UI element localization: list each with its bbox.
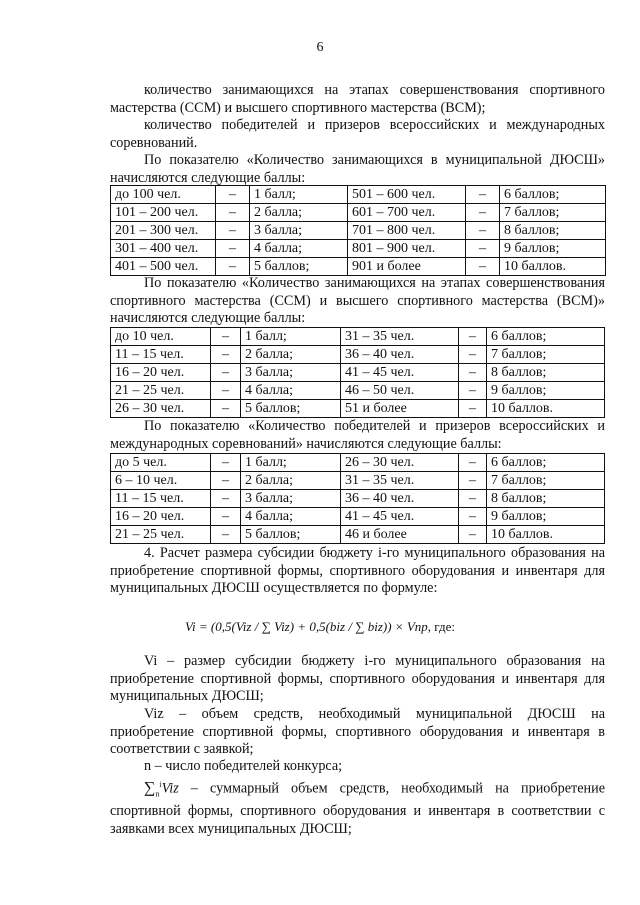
table-cell: 4 балла; bbox=[250, 240, 348, 258]
table-row bbox=[111, 186, 606, 204]
score-table-winners bbox=[110, 453, 605, 544]
sum-upper: i bbox=[159, 780, 162, 789]
table-cell: – bbox=[459, 472, 487, 490]
table-cell: – bbox=[466, 240, 500, 258]
table-cell: 3 балла; bbox=[241, 364, 341, 382]
table-row bbox=[111, 258, 606, 276]
table-row bbox=[111, 364, 605, 382]
table-row bbox=[111, 526, 605, 544]
paragraph-table1-intro: По показателю «Количество занимающихся в муниципальной ДЮСШ» начисляются следующие баллы: bbox=[110, 152, 605, 186]
sum-term: Viz bbox=[161, 780, 179, 797]
table-cell: 46 – 50 чел. bbox=[341, 382, 459, 400]
paragraph-table2-intro: По показателю «Количество занимающихся на этапах совершенствования спортивного мастерства (ССМ) и высшего спортивного мастерства (ВСМ)» начисляются следующие баллы: bbox=[110, 275, 605, 326]
table-row bbox=[111, 490, 605, 508]
table-cell: – bbox=[211, 526, 241, 544]
table-cell: 10 баллов. bbox=[487, 400, 605, 418]
table-cell: 8 баллов; bbox=[500, 222, 606, 240]
table-cell: – bbox=[459, 364, 487, 382]
table-cell: 26 – 30 чел. bbox=[111, 400, 211, 418]
score-table-ssm-vsm bbox=[110, 327, 605, 418]
table-cell: 801 – 900 чел. bbox=[348, 240, 466, 258]
table-cell: 5 баллов; bbox=[241, 400, 341, 418]
table-cell: 701 – 800 чел. bbox=[348, 222, 466, 240]
table-cell: 7 баллов; bbox=[487, 472, 605, 490]
table-cell: 1 балл; bbox=[241, 328, 341, 346]
table-row bbox=[111, 204, 606, 222]
table-cell: 26 – 30 чел. bbox=[341, 454, 459, 472]
table-cell: 3 балла; bbox=[241, 490, 341, 508]
formula-tail: , где: bbox=[427, 619, 455, 634]
table-cell: 2 балла; bbox=[241, 346, 341, 364]
table-cell: 3 балла; bbox=[250, 222, 348, 240]
table-cell: 36 – 40 чел. bbox=[341, 346, 459, 364]
table-cell: 46 и более bbox=[341, 526, 459, 544]
page-number: 6 bbox=[316, 40, 324, 55]
table-cell: 41 – 45 чел. bbox=[341, 364, 459, 382]
sum-index: n bbox=[155, 789, 160, 799]
table-cell: – bbox=[216, 186, 250, 204]
table-cell: 2 балла; bbox=[241, 472, 341, 490]
table-cell: 8 баллов; bbox=[487, 364, 605, 382]
table-cell: 201 – 300 чел. bbox=[111, 222, 216, 240]
table-cell: – bbox=[459, 328, 487, 346]
table-cell: – bbox=[211, 328, 241, 346]
table-cell: 21 – 25 чел. bbox=[111, 526, 211, 544]
paragraph-calculation: 4. Расчет размера субсидии бюджету i-го муниципального образования на приобретение спортивной формы, спортивного оборудования и инвентаря для муниципальных ДЮСШ осуществляется по формуле: bbox=[110, 545, 605, 596]
table-cell: – bbox=[466, 204, 500, 222]
table-cell: – bbox=[211, 472, 241, 490]
table-cell: 6 баллов; bbox=[487, 454, 605, 472]
table-cell: – bbox=[211, 400, 241, 418]
table-cell: 1 балл; bbox=[250, 186, 348, 204]
table-cell: – bbox=[459, 490, 487, 508]
table-cell: 6 баллов; bbox=[487, 328, 605, 346]
table-cell: 6 баллов; bbox=[500, 186, 606, 204]
table-cell: 16 – 20 чел. bbox=[111, 364, 211, 382]
paragraph-viz-definition: Viz – объем средств, необходимый муниципальной ДЮСШ на приобретение спортивной формы, спортивного оборудования и инвентаря в соответствии с заявкой; bbox=[110, 706, 605, 757]
table-cell: 501 – 600 чел. bbox=[348, 186, 466, 204]
subsidy-formula bbox=[0, 619, 640, 635]
table-cell: 9 баллов; bbox=[487, 382, 605, 400]
table-row bbox=[111, 508, 605, 526]
table-cell: – bbox=[466, 222, 500, 240]
table-cell: 11 – 15 чел. bbox=[111, 346, 211, 364]
table-cell: – bbox=[216, 240, 250, 258]
table-cell: – bbox=[216, 258, 250, 276]
table-cell: 601 – 700 чел. bbox=[348, 204, 466, 222]
table-cell: 9 баллов; bbox=[487, 508, 605, 526]
table-cell: 9 баллов; bbox=[500, 240, 606, 258]
table-row bbox=[111, 454, 605, 472]
table-cell: 36 – 40 чел. bbox=[341, 490, 459, 508]
table-row bbox=[111, 346, 605, 364]
table-cell: 4 балла; bbox=[241, 508, 341, 526]
table-cell: 7 баллов; bbox=[500, 204, 606, 222]
table-row bbox=[111, 472, 605, 490]
table-row bbox=[111, 222, 606, 240]
table-cell: 301 – 400 чел. bbox=[111, 240, 216, 258]
paragraph-winners-count: количество победителей и призеров всероссийских и международных соревнований. bbox=[110, 117, 605, 151]
table-cell: 101 – 200 чел. bbox=[111, 204, 216, 222]
table-cell: 10 баллов. bbox=[487, 526, 605, 544]
table-cell: – bbox=[211, 454, 241, 472]
table-cell: 7 баллов; bbox=[487, 346, 605, 364]
table-cell: 5 баллов; bbox=[241, 526, 341, 544]
paragraph-table3-intro: По показателю «Количество победителей и призеров всероссийских и международных соревнований» начисляются следующие баллы: bbox=[110, 418, 605, 452]
table-cell: – bbox=[459, 400, 487, 418]
table-cell: 41 – 45 чел. bbox=[341, 508, 459, 526]
table-cell: – bbox=[459, 526, 487, 544]
table-cell: 5 баллов; bbox=[250, 258, 348, 276]
table-cell: до 10 чел. bbox=[111, 328, 211, 346]
paragraph-sum-viz-definition bbox=[110, 776, 605, 838]
table-cell: – bbox=[216, 204, 250, 222]
table-row bbox=[111, 240, 606, 258]
table-cell: – bbox=[459, 454, 487, 472]
table-cell: – bbox=[466, 186, 500, 204]
paragraph-vi-definition: Vi – размер субсидии бюджету i-го муниципального образования на приобретение спортивной формы, спортивного оборудования и инвентаря для муниципальных ДЮСШ; bbox=[110, 653, 605, 704]
table-cell: – bbox=[216, 222, 250, 240]
sum-sign-icon: ∑ bbox=[144, 779, 156, 797]
table-cell: 16 – 20 чел. bbox=[111, 508, 211, 526]
table-cell: 901 и более bbox=[348, 258, 466, 276]
table-cell: – bbox=[459, 382, 487, 400]
table-cell: – bbox=[466, 258, 500, 276]
table-cell: 2 балла; bbox=[250, 204, 348, 222]
table-cell: 1 балл; bbox=[241, 454, 341, 472]
table-cell: 31 – 35 чел. bbox=[341, 472, 459, 490]
table-cell: – bbox=[459, 508, 487, 526]
table-cell: 31 – 35 чел. bbox=[341, 328, 459, 346]
table-cell: – bbox=[211, 490, 241, 508]
table-cell: 10 баллов. bbox=[500, 258, 606, 276]
table-cell: 6 – 10 чел. bbox=[111, 472, 211, 490]
table-cell: 21 – 25 чел. bbox=[111, 382, 211, 400]
table-row bbox=[111, 382, 605, 400]
table-cell: 4 балла; bbox=[241, 382, 341, 400]
formula-expression: Vi = (0,5(Viz / ∑ Viz) + 0,5(biz / ∑ biz)) × Vnp bbox=[185, 619, 428, 634]
table-cell: до 5 чел. bbox=[111, 454, 211, 472]
table-row bbox=[111, 400, 605, 418]
score-table-students bbox=[110, 185, 606, 276]
table-cell: 8 баллов; bbox=[487, 490, 605, 508]
sum-description: – суммарный объем средств, необходимый на приобретение спортивной формы, спортивного оборудования и инвентаря в соответствии с заявками всех муниципальных ДЮСШ; bbox=[110, 780, 605, 837]
table-cell: – bbox=[211, 346, 241, 364]
paragraph-n-definition: n – число победителей конкурса; bbox=[144, 758, 343, 774]
table-cell: – bbox=[211, 508, 241, 526]
table-row bbox=[111, 328, 605, 346]
table-cell: – bbox=[211, 382, 241, 400]
table-cell: – bbox=[459, 346, 487, 364]
paragraph-ssm-count: количество занимающихся на этапах совершенствования спортивного мастерства (ССМ) и высшего спортивного мастерства (ВСМ); bbox=[110, 82, 605, 116]
table-cell: – bbox=[211, 364, 241, 382]
table-cell: 11 – 15 чел. bbox=[111, 490, 211, 508]
table-cell: 51 и более bbox=[341, 400, 459, 418]
table-cell: 401 – 500 чел. bbox=[111, 258, 216, 276]
table-cell: до 100 чел. bbox=[111, 186, 216, 204]
